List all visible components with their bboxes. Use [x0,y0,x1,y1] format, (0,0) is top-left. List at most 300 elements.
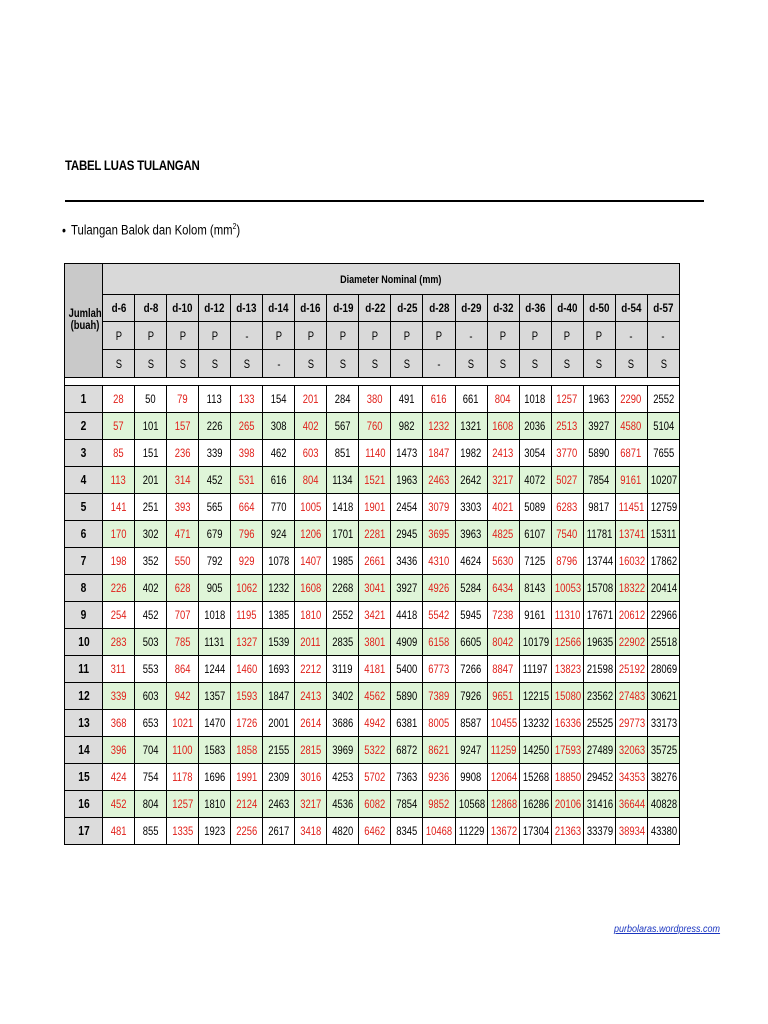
row-count-text: 4 [80,473,87,487]
area-cell-text: 1257 [556,394,578,406]
area-cell-text: 284 [334,394,351,406]
area-cell-text: 16032 [618,556,645,568]
p-cell [615,322,647,350]
area-cell-text: 10455 [490,718,517,730]
area-cell-text: 302 [142,529,159,541]
s-cell [519,350,551,378]
area-cell [199,629,231,656]
area-cell [455,413,487,440]
area-cell [423,656,455,683]
row-header-jumlah-text: Jumlah (buah) [68,307,102,332]
area-cell-text: 12064 [490,772,517,784]
column-header-d-12 [199,295,231,322]
area-cell-text: 7266 [460,664,482,676]
area-cell [551,467,583,494]
area-cell-text: 1232 [268,583,290,595]
area-cell-text: 1021 [172,718,194,730]
column-header-d-22 [359,295,391,322]
area-cell [519,575,551,602]
area-cell [167,791,199,818]
area-cell [135,791,167,818]
area-cell-text: 481 [110,826,127,838]
area-cell [199,440,231,467]
s-cell [615,350,647,378]
area-cell-text: 6605 [460,637,482,649]
area-cell [487,575,519,602]
row-count [65,386,103,413]
area-cell [359,683,391,710]
area-cell [167,467,199,494]
area-cell-text: 133 [238,394,255,406]
area-cell-text: 33379 [586,826,613,838]
area-cell-text: 20106 [554,799,581,811]
area-cell-text: 198 [110,556,127,568]
area-cell-text: 38934 [618,826,645,838]
area-cell-text: 804 [495,394,511,406]
area-cell [519,521,551,548]
s-cell [167,350,199,378]
area-cell [487,629,519,656]
area-cell [583,467,615,494]
row-count [65,413,103,440]
area-cell [455,737,487,764]
area-cell-text: 2552 [652,394,674,406]
area-cell [199,791,231,818]
area-cell-text: 661 [463,394,479,406]
s-cell-text: S [339,358,346,371]
area-cell-text: 5104 [652,421,674,433]
area-cell [487,737,519,764]
s-cell-text: S [179,358,186,371]
area-cell [167,764,199,791]
area-cell-text: 864 [174,664,191,676]
area-cell [551,386,583,413]
area-cell [327,575,359,602]
row-count-text: 11 [78,662,89,676]
area-cell [167,548,199,575]
area-cell-text: 23562 [586,691,613,703]
area-cell-text: 452 [110,799,127,811]
p-cell-text: P [435,330,443,343]
area-cell-text: 1131 [204,637,225,649]
area-cell [615,521,647,548]
area-cell [583,386,615,413]
area-cell-text: 1195 [236,610,257,622]
area-cell [391,467,423,494]
area-cell [551,737,583,764]
row-count-text: 15 [77,770,90,784]
area-cell [327,467,359,494]
area-cell-text: 393 [174,502,191,514]
area-cell-text: 151 [142,448,159,460]
row-count [65,467,103,494]
p-cell-text: P [499,330,507,343]
area-cell-text: 1018 [204,610,226,622]
area-cell [551,575,583,602]
p-cell-text: P [531,330,539,343]
s-cell [359,350,391,378]
s-cell [487,350,519,378]
area-cell-text: 707 [174,610,191,622]
area-cell [583,818,615,845]
area-cell [519,386,551,413]
column-header-d-10 [167,295,199,322]
table-row [65,494,680,521]
area-cell [519,494,551,521]
area-cell [519,629,551,656]
area-cell [263,386,295,413]
area-cell-text: 3927 [588,421,610,433]
divider [65,200,704,202]
row-count-text: 1 [80,392,87,406]
area-cell [583,413,615,440]
area-cell-text: 7926 [460,691,482,703]
column-header-d-14 [263,295,295,322]
area-cell-text: 141 [110,502,127,514]
area-cell-text: 1858 [236,745,258,757]
area-cell [391,764,423,791]
area-cell [583,656,615,683]
area-cell [231,710,263,737]
area-cell-text: 5542 [428,610,450,622]
area-cell-text: 1100 [172,745,193,757]
area-cell-text: 9161 [620,475,642,487]
area-cell-text: 27483 [618,691,645,703]
area-cell [231,629,263,656]
footer-link[interactable]: purbolaras.wordpress.com [614,924,721,935]
area-cell-text: 855 [142,826,159,838]
area-cell [295,413,327,440]
area-cell [615,764,647,791]
area-cell-text: 352 [142,556,159,568]
row-count [65,791,103,818]
area-cell [583,791,615,818]
area-cell [615,818,647,845]
area-cell-text: 785 [174,637,191,649]
area-cell [327,656,359,683]
table-row [65,440,680,467]
table-spacer [65,378,680,386]
area-cell [295,386,327,413]
column-header-d-32-text: d-32 [492,301,514,315]
area-cell-text: 1335 [172,826,194,838]
area-cell-text: 8005 [428,718,450,730]
area-cell [263,467,295,494]
area-cell-text: 43380 [650,826,677,838]
area-cell [199,710,231,737]
area-cell-text: 251 [142,502,159,514]
area-cell-text: 29773 [618,718,645,730]
area-cell-text: 804 [302,475,319,487]
area-cell-text: 1726 [236,718,258,730]
area-cell [295,737,327,764]
area-cell-text: 9651 [492,691,514,703]
area-cell-text: 17671 [586,610,613,622]
area-cell [295,575,327,602]
area-cell-text: 11259 [490,745,516,757]
area-cell-text: 25525 [586,718,613,730]
table-row [65,710,680,737]
area-cell [263,737,295,764]
p-cell [135,322,167,350]
area-cell-text: 804 [142,799,159,811]
area-cell-text: 9236 [428,772,450,784]
area-cell [551,494,583,521]
area-cell [135,386,167,413]
area-cell [103,386,135,413]
area-cell [359,575,391,602]
area-cell-text: 4418 [396,610,418,622]
area-cell-text: 12868 [490,799,517,811]
column-header-d-8 [135,295,167,322]
area-cell [583,521,615,548]
area-cell [135,521,167,548]
area-cell [615,467,647,494]
area-cell-text: 20612 [618,610,645,622]
column-header-d-13 [231,295,263,322]
area-cell-text: 2011 [300,637,321,649]
area-cell-text: 14250 [522,745,549,757]
row-count-text: 9 [80,608,87,622]
area-cell [423,494,455,521]
row-count [65,548,103,575]
area-cell [295,683,327,710]
area-cell [199,683,231,710]
area-cell-text: 6462 [364,826,386,838]
row-count-text: 2 [80,419,87,433]
area-cell [231,683,263,710]
area-cell [167,629,199,656]
p-cell [263,322,295,350]
column-header-d-14-text: d-14 [268,301,289,315]
area-cell-text: 25518 [650,637,677,649]
area-cell-text: 10207 [650,475,677,487]
area-cell-text: 15311 [650,529,677,541]
area-cell [295,467,327,494]
area-cell [167,656,199,683]
area-cell [327,629,359,656]
area-cell [295,629,327,656]
area-cell [263,440,295,467]
area-cell [359,710,391,737]
area-cell-text: 5945 [460,610,482,622]
area-cell [167,602,199,629]
area-cell [455,791,487,818]
row-count-text: 3 [80,446,87,460]
area-cell [423,629,455,656]
area-cell-text: 3686 [332,718,354,730]
area-cell-text: 9852 [428,799,450,811]
area-cell [135,656,167,683]
area-cell [455,710,487,737]
area-cell-text: 503 [142,637,159,649]
area-cell-text: 10053 [554,583,581,595]
area-cell [263,656,295,683]
area-cell-text: 3079 [428,502,450,514]
p-cell [327,322,359,350]
area-cell-text: 9817 [588,502,610,514]
area-cell-text: 13823 [554,664,581,676]
p-cell-text: P [115,330,122,343]
p-cell-text: - [245,330,249,343]
area-cell-text: 3054 [524,448,546,460]
area-cell [487,521,519,548]
p-cell-text: P [596,330,603,343]
area-cell [103,548,135,575]
column-header-d-32 [487,295,519,322]
area-cell-text: 4310 [428,556,450,568]
area-cell-text: 1901 [364,502,386,514]
area-cell-text: 1078 [268,556,290,568]
area-cell [231,818,263,845]
table-row [65,521,680,548]
section-subtitle [62,222,240,238]
area-cell [615,737,647,764]
p-cell [551,322,583,350]
area-cell-text: 4624 [460,556,482,568]
area-cell-text: 308 [270,421,287,433]
area-cell [455,575,487,602]
area-cell-text: 368 [110,718,127,730]
area-cell-text: 4580 [620,421,642,433]
area-cell-text: 4536 [332,799,354,811]
row-count [65,494,103,521]
area-cell [135,710,167,737]
p-cell [295,322,327,350]
area-cell [615,413,647,440]
column-header-d-54-text: d-54 [621,301,642,315]
area-cell [615,440,647,467]
area-cell [167,413,199,440]
area-cell-text: 7854 [588,475,610,487]
area-cell [167,575,199,602]
p-cell-text: P [147,330,154,343]
area-cell-text: 11451 [618,502,645,514]
p-cell [487,322,519,350]
area-cell [231,656,263,683]
s-cell [263,350,295,378]
area-cell [615,683,647,710]
s-cell [647,350,679,378]
area-cell [263,548,295,575]
p-cell-text: P [403,330,411,343]
area-cell-text: 10568 [458,799,485,811]
area-cell-text: 567 [334,421,351,433]
bullet-icon: • [62,222,66,238]
area-cell [167,386,199,413]
table-row [65,656,680,683]
area-cell [615,386,647,413]
area-cell [391,494,423,521]
area-cell-text: 28 [113,394,124,406]
area-cell-text: 1460 [236,664,258,676]
area-cell-text: 2309 [268,772,290,784]
area-cell-text: 1583 [204,745,226,757]
area-cell [295,548,327,575]
area-cell [519,818,551,845]
area-cell-text: 11229 [458,826,484,838]
column-header-d-57-text: d-57 [653,301,674,315]
area-cell-text: 3418 [300,826,322,838]
area-cell [295,818,327,845]
area-cell [615,710,647,737]
area-cell-text: 1257 [172,799,194,811]
area-cell [391,737,423,764]
area-cell-text: 796 [238,529,255,541]
area-cell [647,494,679,521]
area-cell [327,791,359,818]
area-cell-text: 550 [174,556,191,568]
p-cell-text: P [179,330,186,343]
row-count-text: 8 [80,581,87,595]
area-cell [199,467,231,494]
area-cell [359,440,391,467]
area-cell [615,629,647,656]
area-cell [647,818,679,845]
column-header-d-25 [391,295,423,322]
row-count [65,602,103,629]
area-cell [647,710,679,737]
s-cell-text: S [371,358,379,371]
area-cell [519,467,551,494]
area-cell [583,494,615,521]
area-cell-text: 380 [367,394,383,406]
area-cell [135,413,167,440]
area-cell-text: 2463 [428,475,450,487]
area-cell [391,440,423,467]
area-cell-text: 8847 [492,664,514,676]
area-cell-text: 19635 [586,637,613,649]
p-cell [167,322,199,350]
area-cell [199,737,231,764]
area-cell [263,521,295,548]
area-cell-text: 314 [174,475,191,487]
area-cell [295,440,327,467]
column-header-d-29 [455,295,487,322]
area-cell-text: 36644 [618,799,645,811]
area-cell-text: 2268 [332,583,354,595]
p-cell-text: P [564,330,571,343]
area-cell [455,467,487,494]
area-cell-text: 8042 [492,637,514,649]
area-cell [327,602,359,629]
area-cell-text: 57 [113,421,124,433]
area-cell [455,818,487,845]
area-cell-text: 9247 [460,745,482,757]
area-cell [647,656,679,683]
table-row [65,737,680,764]
area-cell [359,791,391,818]
s-cell-text: S [211,358,218,371]
area-cell [391,602,423,629]
area-cell [231,602,263,629]
area-cell [103,764,135,791]
area-cell-text: 236 [174,448,191,460]
column-header-d-16 [295,295,327,322]
area-cell-text: 35725 [650,745,677,757]
area-cell [455,440,487,467]
area-cell [199,521,231,548]
area-cell [263,710,295,737]
column-header-d-50 [583,295,615,322]
row-header-jumlah [65,264,103,378]
area-cell [263,413,295,440]
area-cell-text: 1982 [460,448,482,460]
area-cell-text: 924 [270,529,287,541]
area-cell [647,737,679,764]
area-cell-text: 8621 [428,745,450,757]
area-cell [103,602,135,629]
